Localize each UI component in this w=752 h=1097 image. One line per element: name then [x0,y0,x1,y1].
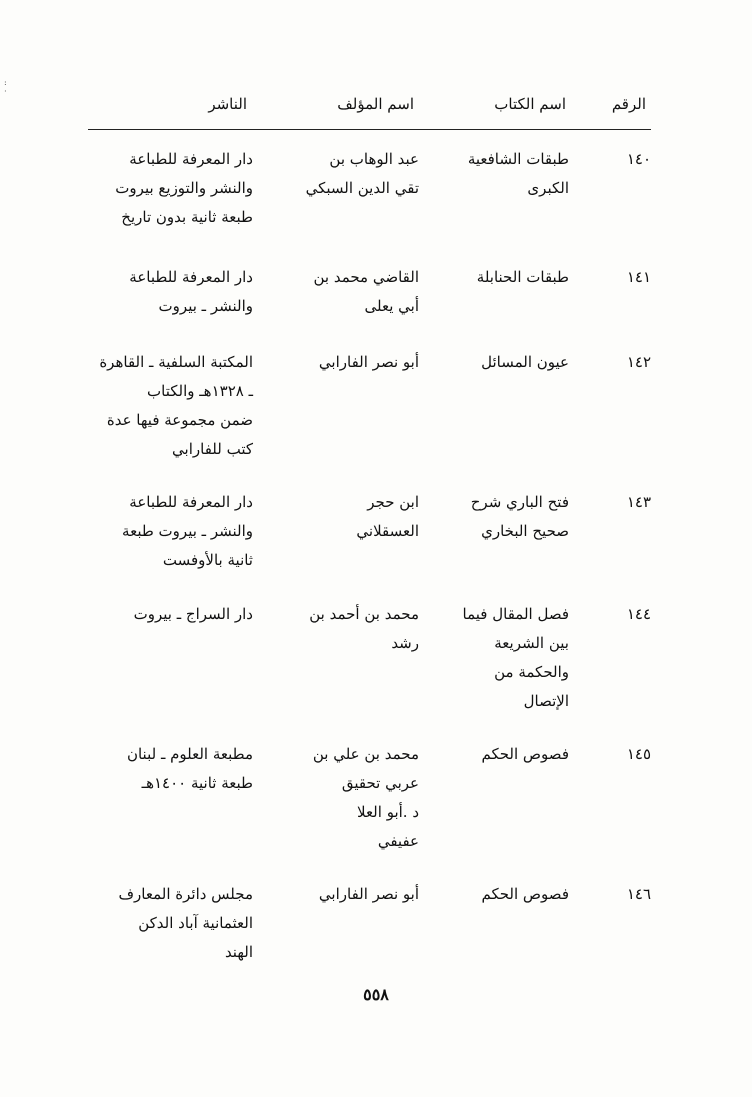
publisher-info-line: طبعة ثانية بدون تاريخ [121,208,253,226]
publisher-info-line: والنشر ـ بيروت طبعة [122,522,253,540]
author-name-line: ابن حجر [367,493,419,511]
row-number: ١٤١ [626,268,651,286]
book-title-line: الإتصال [523,692,569,710]
author-name-line: د .أبو العلا [357,803,419,821]
book-title [429,880,569,909]
book-title [429,740,569,769]
publisher-info-line: العثمانية آباد الدكن [138,914,253,932]
publisher-info [88,740,253,798]
book-title-line: طبقات الحنابلة [476,268,569,286]
book-title-line: فصوص الحكم [481,885,569,903]
author-name [294,488,419,546]
publisher-info-line: دار المعرفة للطباعة [129,493,253,511]
page-number: ٥٥٨ [363,985,389,1004]
publisher-info-line: دار السراج ـ بيروت [133,605,253,623]
book-title-line: فتح الباري شرح [470,493,569,511]
publisher-info [88,348,253,464]
publisher-info-line: دار المعرفة للطباعة [129,150,253,168]
author-name [294,263,419,321]
author-name [294,880,419,909]
author-name-line: رشد [391,634,419,652]
row-number: ١٤٢ [626,353,651,371]
header-author: اسم المؤلف [337,95,414,113]
publisher-info [88,263,253,321]
author-name-line: العسقلاني [356,522,419,540]
author-name-line: عبد الوهاب بن [329,150,419,168]
publisher-info-line: ضمن مجموعة فيها عدة [106,411,253,429]
publisher-info-line: المكتبة السلفية ـ القاهرة [99,353,253,371]
row-number: ١٤٣ [626,493,651,511]
book-title-line: فصل المقال فيما [462,605,569,623]
author-name-line: محمد بن أحمد بن [309,605,419,623]
publisher-info-line: دار المعرفة للطباعة [129,268,253,286]
book-title-line: بين الشريعة [494,634,569,652]
author-name-line: أبو نصر الفارابي [318,353,419,371]
publisher-info [88,145,253,232]
author-name [294,145,419,203]
book-title [429,600,569,716]
publisher-info-line: طبعة ثانية ١٤٠٠هـ [141,774,253,792]
publisher-info [88,488,253,575]
author-name [294,740,419,856]
publisher-info-line: ثانية بالأوفست [162,551,253,569]
header-publisher: الناشر [208,95,247,113]
publisher-info-line: مجلس دائرة المعارف [118,885,253,903]
author-name-line: القاضي محمد بن [313,268,419,286]
author-name-line: عربي تحقيق [341,774,419,792]
book-title [429,145,569,203]
author-name [294,600,419,658]
book-title-line: الكبرى [527,179,569,197]
header-number: الرقم [611,95,646,113]
book-title-line: والحكمة من [494,663,569,681]
book-title [429,488,569,546]
book-title-line: فصوص الحكم [481,745,569,763]
publisher-info-line: الهند [224,943,253,961]
header-book: اسم الكتاب [494,95,566,113]
row-number: ١٤٤ [626,605,651,623]
publisher-info-line: ـ ١٣٢٨هـ والكتاب [147,382,253,400]
book-title-line: صحيح البخاري [481,522,569,540]
header-rule [88,129,651,130]
book-title [429,348,569,377]
publisher-info-line: والنشر والتوزيع بيروت [115,179,253,197]
publisher-info [88,600,253,629]
row-number: ١٤٥ [626,745,651,763]
scan-edge-dots: : · [4,78,7,96]
author-name-line: أبي يعلى [364,297,419,315]
publisher-info [88,880,253,967]
publisher-info-line: كتب للفارابي [172,440,253,458]
book-title-line: طبقات الشافعية [467,150,569,168]
author-name-line: محمد بن علي بن [312,745,419,763]
publisher-info-line: مطبعة العلوم ـ لبنان [126,745,253,763]
author-name-line: أبو نصر الفارابي [318,885,419,903]
book-title [429,263,569,292]
row-number: ١٤٠ [626,150,651,168]
author-name-line: تقي الدين السبكي [305,179,419,197]
row-number: ١٤٦ [626,885,651,903]
publisher-info-line: والنشر ـ بيروت [158,297,253,315]
book-title-line: عيون المسائل [481,353,569,371]
author-name-line: عفيفي [377,832,419,850]
author-name [294,348,419,377]
